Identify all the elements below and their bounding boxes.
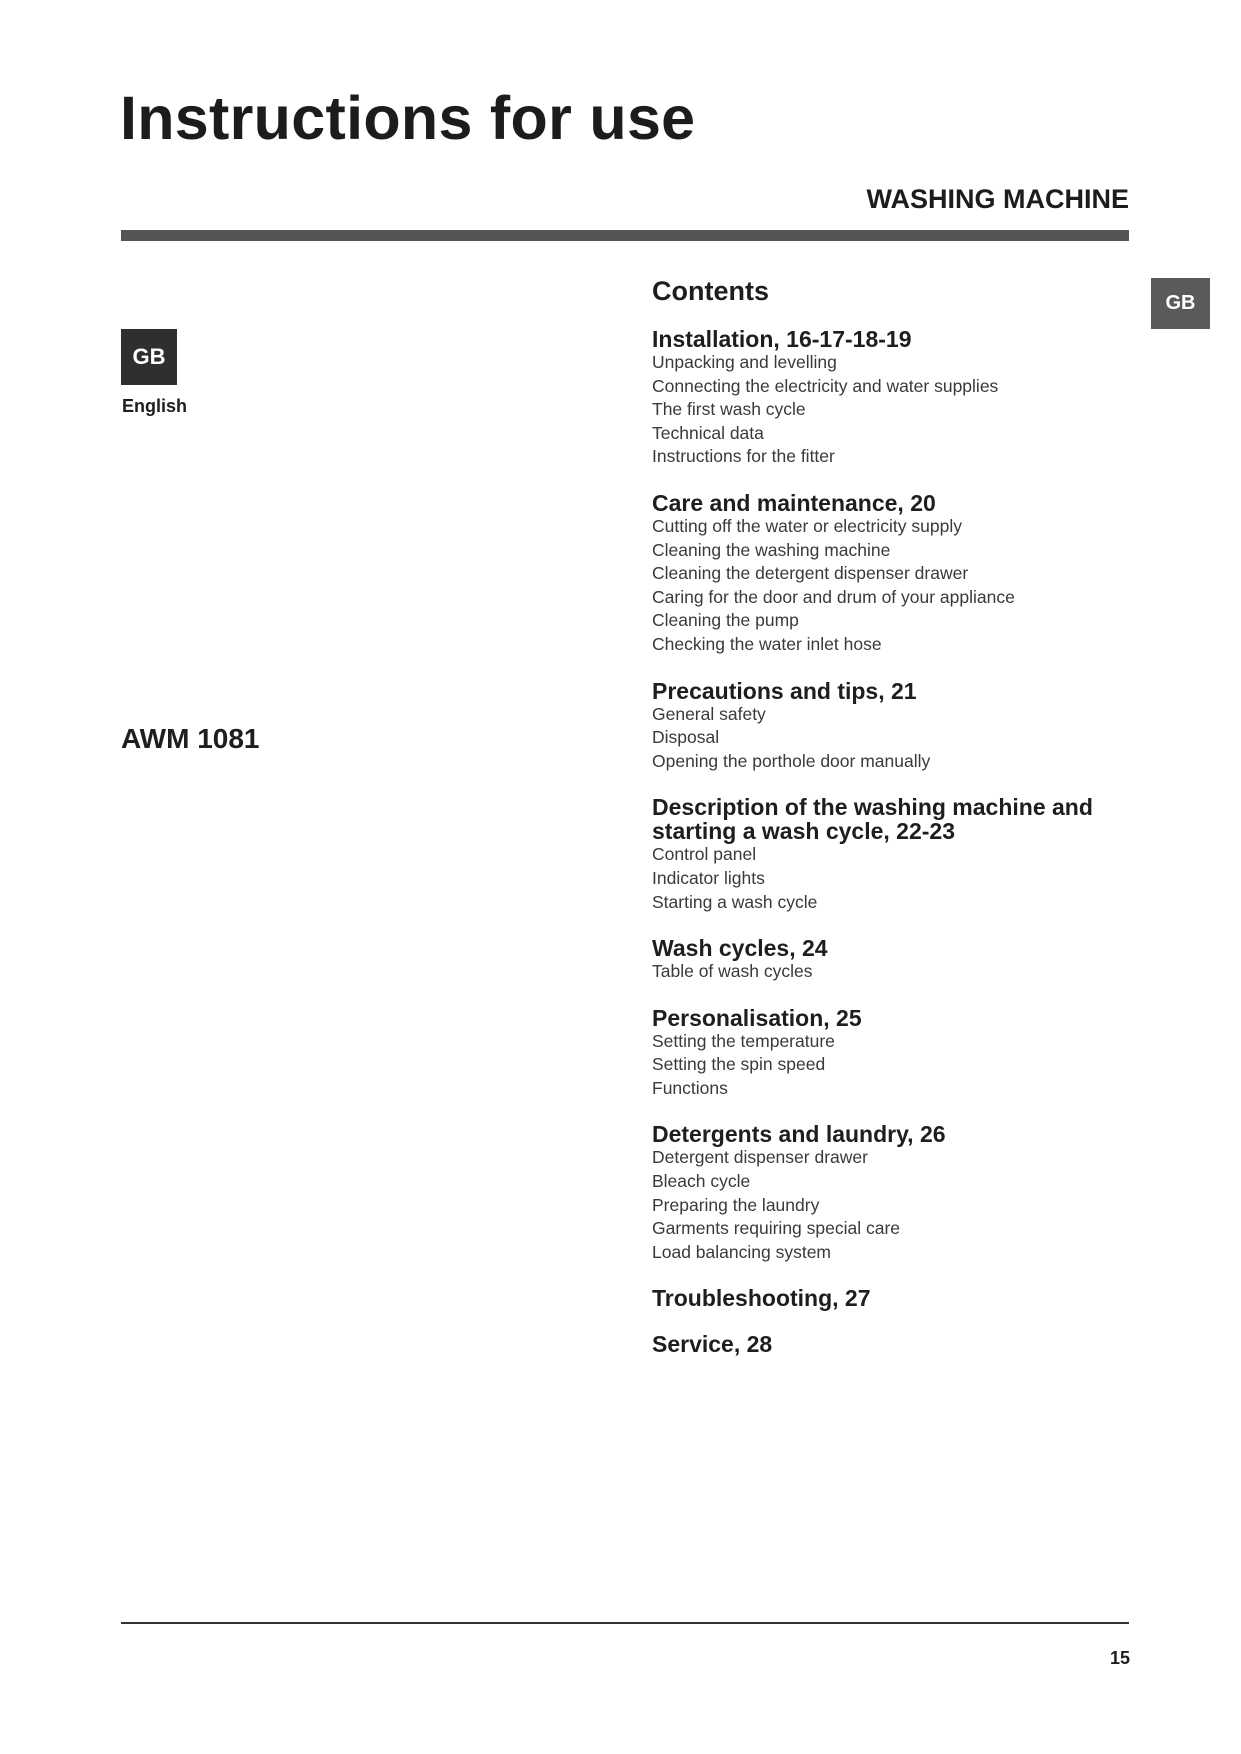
toc-section bbox=[652, 491, 1112, 657]
contents-heading: Contents bbox=[652, 276, 769, 306]
toc-section-title: Wash cycles, 24 bbox=[652, 935, 828, 962]
toc-section-title: Troubleshooting, 27 bbox=[652, 1285, 871, 1312]
toc-section-item: Indicator lights bbox=[652, 867, 765, 888]
language-badge: GB bbox=[121, 329, 177, 385]
toc-section bbox=[652, 1332, 1112, 1356]
model-number: AWM 1081 bbox=[121, 723, 260, 754]
page-title: Instructions for use bbox=[120, 84, 696, 152]
toc-section bbox=[652, 1286, 1112, 1310]
footer-divider bbox=[121, 1622, 1129, 1624]
toc-section-title: Installation, 16-17-18-19 bbox=[652, 326, 912, 352]
toc-section-title: Precautions and tips, 21 bbox=[652, 677, 917, 704]
toc-section-title: Service, 28 bbox=[652, 1331, 773, 1358]
language-side-tab: GB bbox=[1151, 278, 1210, 329]
product-type-heading: WASHING MACHINE bbox=[866, 184, 1129, 214]
toc-section-item: Preparing the laundry bbox=[652, 1194, 820, 1215]
toc-section-item: Setting the spin speed bbox=[652, 1054, 826, 1075]
toc-section-item: Load balancing system bbox=[652, 1241, 831, 1262]
toc-section-item: Cleaning the detergent dispenser drawer bbox=[652, 563, 969, 584]
toc-section-item: Control panel bbox=[652, 844, 757, 865]
toc-section-item: Instructions for the fitter bbox=[652, 446, 835, 467]
toc-section-item: Caring for the door and drum of your appliance bbox=[652, 586, 1015, 607]
toc-section-item: Cleaning the pump bbox=[652, 610, 799, 631]
language-label: English bbox=[122, 396, 188, 416]
toc-section bbox=[652, 327, 1112, 469]
toc-section-title: Care and maintenance, 20 bbox=[652, 489, 936, 516]
toc-section-title: Detergents and laundry, 26 bbox=[652, 1121, 946, 1148]
toc-section-item: Table of wash cycles bbox=[652, 961, 813, 982]
toc-section-item: Cutting off the water or electricity supply bbox=[652, 515, 962, 536]
toc-section-item: Detergent dispenser drawer bbox=[652, 1147, 868, 1168]
toc-section bbox=[652, 1122, 1112, 1264]
toc-section-item: Technical data bbox=[652, 422, 764, 443]
toc-section-title: Personalisation, 25 bbox=[652, 1004, 862, 1031]
toc-section-item: Checking the water inlet hose bbox=[652, 633, 882, 654]
toc-section bbox=[652, 679, 1112, 774]
toc-section-item: Garments requiring special care bbox=[652, 1218, 901, 1239]
toc-section-item: Setting the temperature bbox=[652, 1030, 835, 1051]
toc-section-item: Unpacking and levelling bbox=[652, 352, 837, 372]
toc-section bbox=[652, 936, 1112, 984]
toc-section-item: Connecting the electricity and water supplies bbox=[652, 375, 999, 396]
toc-section-list bbox=[652, 327, 1112, 1356]
toc-section-item: Functions bbox=[652, 1077, 728, 1098]
toc-section-item: General safety bbox=[652, 703, 766, 724]
toc-section-item: Bleach cycle bbox=[652, 1171, 751, 1192]
page-number: 15 bbox=[1109, 1648, 1130, 1668]
toc-section-item: Disposal bbox=[652, 727, 720, 748]
toc-section-item: Starting a wash cycle bbox=[652, 891, 818, 912]
toc-section bbox=[652, 1006, 1112, 1101]
toc-section-title: Description of the washing machine and starting a wash cycle, 22-23 bbox=[652, 794, 1093, 845]
header-divider bbox=[121, 230, 1129, 241]
toc-section bbox=[652, 795, 1112, 914]
toc-section-item: Opening the porthole door manually bbox=[652, 750, 931, 771]
table-of-contents bbox=[652, 276, 1112, 1378]
toc-section-item: The first wash cycle bbox=[652, 399, 806, 420]
toc-section-item: Cleaning the washing machine bbox=[652, 539, 891, 560]
